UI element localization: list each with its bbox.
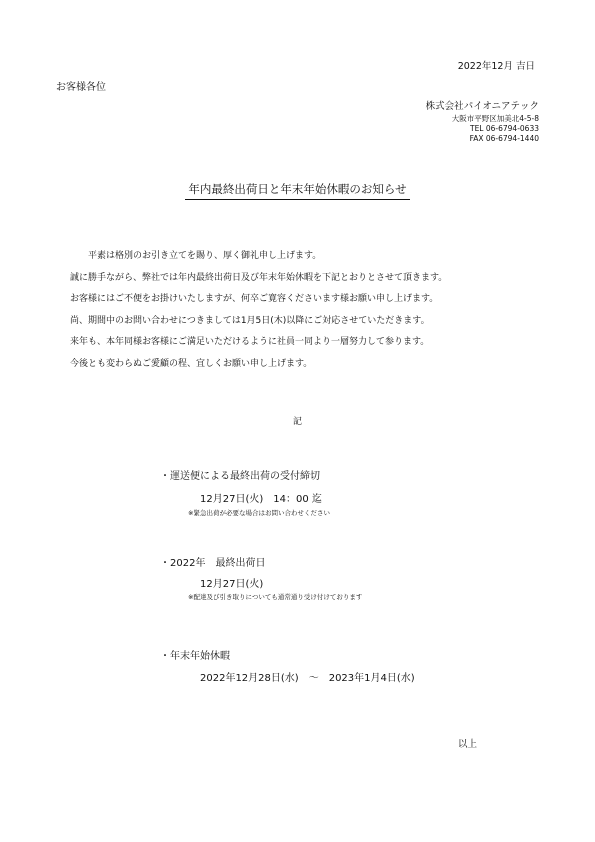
item-heading-last-shipping-day: ・2022年 最終出荷日 <box>160 558 266 569</box>
item-heading-holiday: ・年末年始休暇 <box>160 651 230 662</box>
company-address: 大阪市平野区加美北4-5-8 <box>451 114 539 123</box>
notice-body <box>70 246 447 375</box>
notice-title-wrapper <box>0 181 595 200</box>
document-date: 2022年12月 吉日 <box>457 61 535 72</box>
recipient: お客様各位 <box>56 82 106 93</box>
ki-marker: 記 <box>292 417 302 427</box>
body-line: 平素は格別のお引き立てを賜り、厚く御礼申し上げます。 <box>88 251 322 261</box>
item-note-shipping-deadline: ※緊急出荷が必要な場合はお問い合わせください <box>188 509 330 517</box>
body-line: 尚、期間中のお問い合わせにつきましては1月5日(木)以降にご対応させていただきます。 <box>70 315 430 326</box>
company-fax: FAX 06-6794-1440 <box>469 134 539 143</box>
closing-mark: 以上 <box>457 739 477 750</box>
item-heading-shipping-deadline: ・運送便による最終出荷の受付締切 <box>160 471 320 482</box>
item-value-last-shipping-day: 12月27日(火) <box>200 579 264 590</box>
body-line: 誠に勝手ながら、弊社では年内最終出荷日及び年末年始休暇を下記とおりとさせて頂きます。 <box>70 272 448 283</box>
item-value-holiday: 2022年12月28日(水) ～ 2023年1月4日(水) <box>200 673 415 684</box>
company-name: 株式会社パイオニアテック <box>425 101 539 112</box>
notice-title: 年内最終出荷日と年末年始休暇のお知らせ <box>185 181 409 200</box>
body-line: 来年も、本年同様お客様にご満足いただけるように社員一同より一層努力して参ります。 <box>70 337 430 347</box>
item-value-shipping-deadline: 12月27日(火) 14：00 迄 <box>200 494 322 505</box>
item-note-last-shipping-day: ※配達及び引き取りについても通常通り受け付けております <box>188 593 363 601</box>
body-line: お客様にはご不便をお掛けいたしますが、何卒ご寛容くださいます様お願い申し上げます。 <box>70 294 439 304</box>
sender-block <box>426 100 539 144</box>
body-line: 今後とも変わらぬご愛顧の程、宜しくお願い申し上げます。 <box>70 358 313 369</box>
company-tel: TEL 06-6794-0633 <box>469 124 539 133</box>
